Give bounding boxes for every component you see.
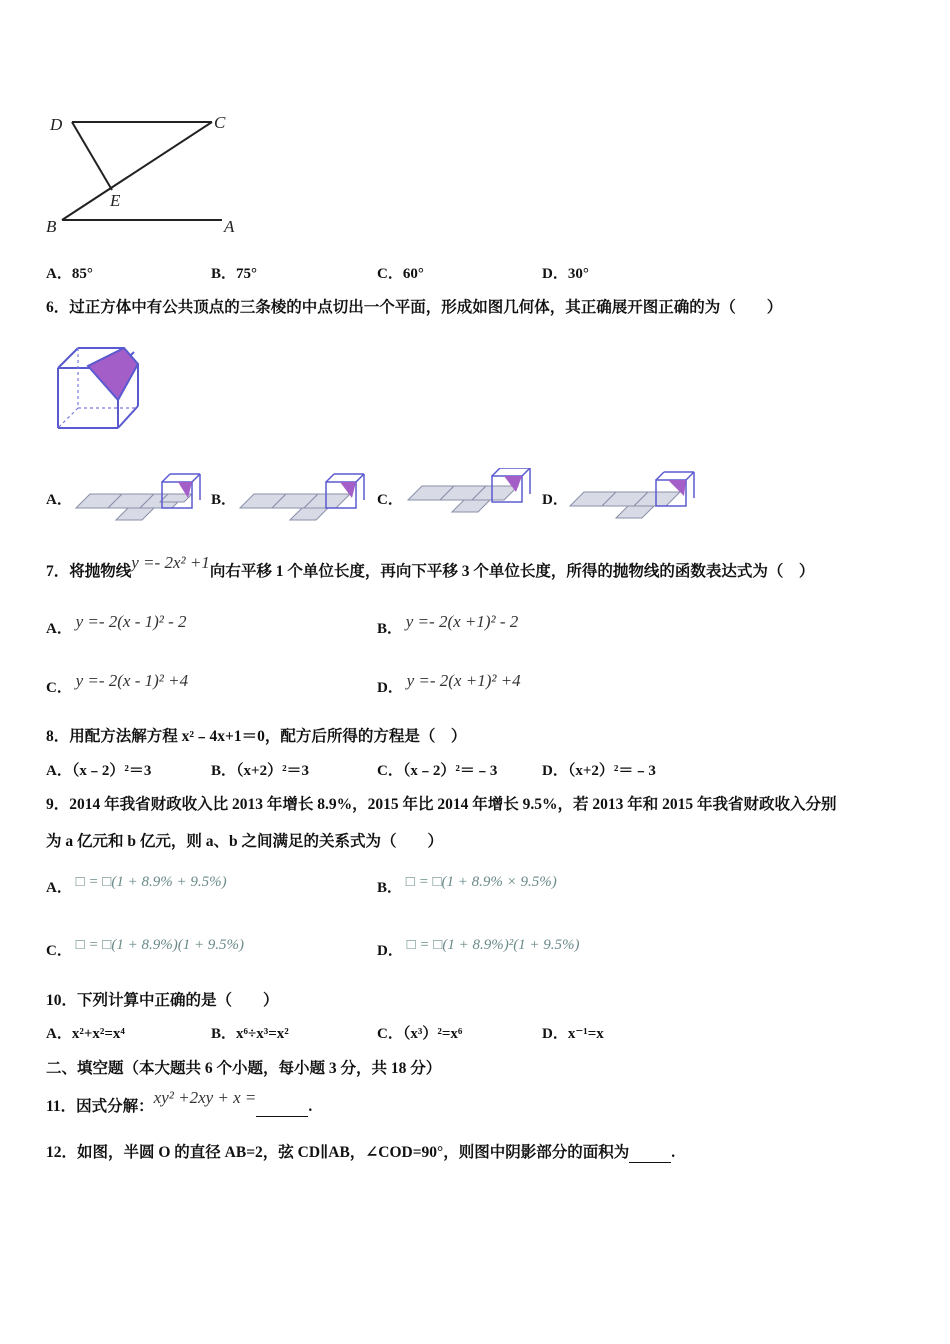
q11-formula: xy² +2xy + x = [153, 1088, 257, 1107]
q10-option-a[interactable]: A．x²+x²=x⁴ [46, 1026, 125, 1042]
q12-stem: 12．如图，半圆 O 的直径 AB=2，弦 CD∥AB，∠COD=90°，则图中阴影部分的面积为 . [46, 1144, 676, 1161]
net-figure-d[interactable] [566, 470, 698, 522]
label-e: E [110, 191, 121, 210]
q8-option-d[interactable]: D．（x+2）²＝﹣3 [542, 763, 656, 779]
q9-option-b[interactable]: B． □ = □(1 + 8.9% × 9.5%) [377, 874, 557, 896]
q10-option-d[interactable]: D．x⁻¹=x [542, 1026, 604, 1042]
q7-option-d[interactable]: D． y =- 2(x +1)² +4 [377, 671, 521, 696]
q5-option-a[interactable]: A．85° [46, 266, 93, 282]
q10-stem: 10．下列计算中正确的是（ ） [46, 992, 279, 1009]
q7-formula: y =- 2x² +1 [131, 553, 210, 572]
q8-option-c[interactable]: C．（x﹣2）²＝﹣3 [377, 763, 498, 779]
q5-option-d[interactable]: D．30° [542, 266, 589, 282]
q6-option-b-label[interactable]: B． [211, 492, 237, 508]
q10-option-b[interactable]: B．x⁶÷x³=x² [211, 1026, 289, 1042]
net-figure-c[interactable] [404, 468, 536, 520]
q7-stem: 7．将抛物线y =- 2x² +1向右平移 1 个单位长度，再向下平移 3 个单位长度，所得的抛物线的函数表达式为（ ） [46, 553, 815, 580]
q7-option-a[interactable]: A． y =- 2(x - 1)² - 2 [46, 612, 187, 637]
net-figure-b[interactable] [236, 472, 368, 524]
q5-option-c[interactable]: C．60° [377, 266, 424, 282]
segment-cb [62, 122, 212, 220]
q9-option-d[interactable]: D． □ = □(1 + 8.9%)²(1 + 9.5%) [377, 937, 580, 959]
q7-option-c[interactable]: C． y =- 2(x - 1)² +4 [46, 671, 189, 696]
q6-option-a-label[interactable]: A． [46, 492, 72, 508]
q8-stem: 8．用配方法解方程 x²﹣4x+1＝0，配方后所得的方程是（ ） [46, 728, 467, 745]
cut-triangle [88, 348, 138, 400]
q10-option-c[interactable]: C．（x³）²=x⁶ [377, 1026, 463, 1042]
q9-option-a[interactable]: A． □ = □(1 + 8.9% + 9.5%) [46, 874, 227, 896]
label-c: C [214, 113, 226, 132]
q9-stem-line1: 9．2014 年我省财政收入比 2013 年增长 8.9%，2015 年比 2014 年增长 9.5%，若 2013 年和 2015 年我省财政收入分别 [46, 796, 837, 813]
cut-cube-figure [50, 340, 150, 436]
q7-option-b[interactable]: B． y =- 2(x +1)² - 2 [377, 612, 519, 637]
section-title: 二、填空题（本大题共 6 个小题，每小题 3 分，共 18 分） [46, 1060, 442, 1077]
segment-de [72, 122, 112, 190]
net-figure-a[interactable] [72, 472, 204, 524]
q8-option-a[interactable]: A．（x﹣2）²＝3 [46, 763, 152, 779]
triangle-figure [40, 108, 250, 238]
label-b: B [46, 217, 57, 236]
q12-answer-blank[interactable] [629, 1144, 671, 1163]
q5-option-b[interactable]: B．75° [211, 266, 258, 282]
label-d: D [50, 115, 63, 134]
q6-stem: 6．过正方体中有公共顶点的三条棱的中点切出一个平面，形成如图几何体，其正确展开图正确的为（ ） [46, 299, 783, 316]
label-a: A [224, 217, 235, 236]
q9-stem-line2: 为 a 亿元和 b 亿元，则 a、b 之间满足的关系式为（ ） [46, 833, 443, 850]
q6-option-c-label[interactable]: C． [377, 492, 403, 508]
q6-option-d-label[interactable]: D． [542, 492, 568, 508]
q11-stem: 11．因式分解：xy² +2xy + x = . [46, 1088, 313, 1115]
q11-answer-blank[interactable] [256, 1098, 308, 1117]
q8-option-b[interactable]: B．（x+2）²＝3 [211, 763, 310, 779]
q9-option-c[interactable]: C． □ = □(1 + 8.9%)(1 + 9.5%) [46, 937, 245, 959]
